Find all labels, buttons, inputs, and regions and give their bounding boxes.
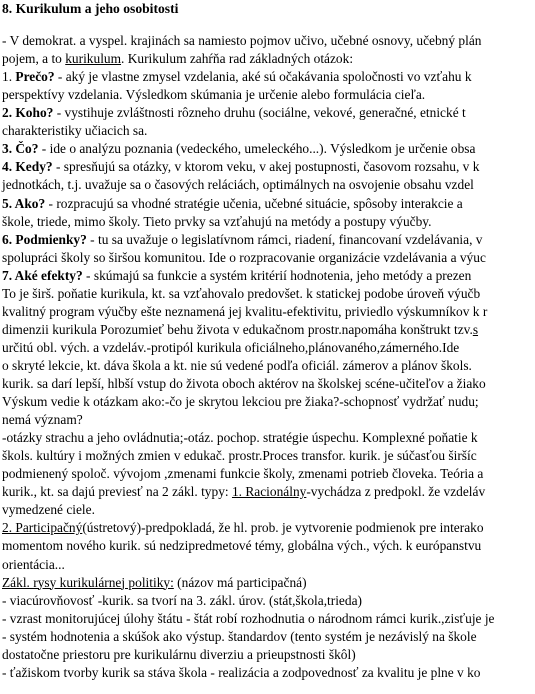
text-segment: o skryté lekcie, kt. dáva škola a kt. nie sú vedené podľa oficiál. zámerov a plánov škols. [2,357,472,373]
document-title: 8. Kurikulum a jeho osobitosti [2,1,179,16]
text-segment: - vzrast monitorujúcej úlohy štátu - štát robí rozhodnutia o národnom rámci kurik.,zisťuje je [2,610,495,626]
text-line [2,429,478,446]
text-segment: 1. [2,69,16,85]
text-line [2,393,479,410]
text-line [2,50,353,67]
text-segment: -vychádza z predpokl. že vzdeláv [306,484,486,500]
text-segment: To je širš. poňatie kurikula, kt. sa vzťahovalo predovšet. k statickej podobe úroveň výučb [2,285,481,301]
underlined-text: Zákl. rysy kurikulárnej politiky: [2,574,174,590]
text-segment: momentom nového kurik. sú nedzipredmetové témy, globálna vých., vých. k európanstvu [2,538,482,554]
text-segment: dimenzii kurikula Porozumieť behu života v edukačnom prostr.napomáha konštrukt tzv. [2,321,473,337]
text-segment: podmienený spoloč. vývojom ,zmenami funkcie školy, zmenami potrieb človeka. Teória a [2,466,484,482]
text-line [2,465,483,482]
text-line [2,285,480,302]
text-line [2,86,425,103]
text-line [2,592,362,609]
text-segment: - spresňujú sa otázky, v ktorom veku, v akej postupnosti, časovom rozsahu, v k [52,159,480,175]
text-segment: určitú obl. vých. a vzdeláv.-protipól kurikula oficiálneho,plánovaného,zámerného.Ide [2,339,460,355]
text-line [2,519,484,536]
text-segment: - V demokrat. a vyspel. krajinách sa namiesto pojmov učivo, učebné osnovy, učebný plán [2,33,482,48]
text-segment: - aký je vlastne zmysel vzdelania, aké sú očakávania spoločnosti vo vzťahu k [54,69,472,85]
text-segment: kvalitný program výučby ešte neznamená jej kvalitu-efektivitu, priviedlo výskumníkov k r [2,303,488,319]
text-segment: pojem, a to [2,51,66,66]
bold-text: Prečo? [15,69,55,85]
text-line [2,176,474,193]
text-line [2,501,95,518]
text-line [2,122,147,139]
text-segment: - systém hodnotenia a skúšok ako výstup. štandardov (tento systém je nezávislý na škole [2,628,477,644]
bold-text: 2. Koho? [2,105,54,121]
text-segment: charakteristiky učiacich sa. [2,123,148,139]
underlined-text: 1. Racionálny [231,484,307,500]
text-segment: dostatočne priestoru pre kurikulárnu diverziu a prieupstnosti škôl) [2,646,356,662]
text-segment: perspektívy vzdelania. Výsledkom skúmania je určenie alebo formulácia cieľa. [2,87,426,103]
text-segment: orientácia... [2,556,65,572]
text-line [2,140,475,157]
text-line [2,249,486,266]
text-segment: Výskum vedie k otázkam ako:-čo je skrytou lekciou pre žiaka?-schopnosť vydržať nudu; [2,394,479,409]
text-line [2,231,482,248]
text-segment: - vystihuje zvláštnosti rôzneho druhu (sociálne, vekové, generačné, etnické t [53,105,466,121]
text-segment: - skúmajú sa funkcie a systém kritérií hodnotenia, jeho metódy a prezen [82,267,472,283]
text-segment: - viacúrovňovosť -kurik. sa tvorí na 3. zákl. úrov. (stát,škola,trieda) [2,592,362,608]
text-segment: vymedzené ciele. [2,502,95,518]
underlined-text: s [472,321,479,337]
underlined-text: 2. Participačný [2,520,83,536]
text-segment: . Kurikulum zahŕňa rad základných otázok: [121,51,354,66]
text-segment: jednotkách, t.j. uvažuje sa o časových reláciách, optimálnych na osvojenie obsahu vzdel [2,177,474,193]
text-line [2,267,471,284]
bold-text: 7. Aké efekty? [2,267,83,283]
text-segment: nemá význam? [2,412,83,428]
text-line [2,158,479,175]
text-segment: - ťažiskom tvorby kurik sa stáva škola - realizácia a zodpovednosť za kvalitu je plne v ko [2,664,481,680]
bold-text: 6. Podmienky? [2,231,87,247]
text-line [2,411,83,428]
underlined-text: kurikulum [65,51,122,66]
text-segment: škols. kultúry i možných zmien v edukač. prostr.Proces transfor. kurik. je súčasťou širšíc [2,448,477,464]
text-segment: -otázky strachu a jeho ovládnutia;-otáz. pochop. stratégie úspechu. Komplexné poňatie k [2,430,478,446]
text-line [2,628,477,645]
text-line [2,303,487,320]
text-line [2,537,481,554]
text-line [2,339,459,356]
text-segment: kurik., kt. sa dajú previesť na 2 zákl. typy: [2,484,232,500]
text-line [2,321,478,338]
bold-text: 3. Čo? [2,141,39,157]
text-line [2,357,472,374]
text-segment: (názov má participačná) [173,574,307,590]
text-line [2,646,356,663]
text-line [2,68,472,85]
text-segment: spolupráci školy so širšou komunitou. Ide o rozpracovanie organizácie vzdelávania a výuc [2,249,486,265]
text-segment: - rozpracujú sa vhodné stratégie učenia, učebné situácie, spôsoby interakcie a [45,195,463,211]
text-segment: škole, triede, mimo školy. Tieto prvky sa vzťahujú na metódy a postupy výučby. [2,213,432,229]
text-line [2,610,495,627]
text-line [2,104,466,121]
text-line [2,213,431,230]
text-line [2,195,463,212]
text-line [2,447,477,464]
text-line [2,556,65,573]
bold-text: 4. Kedy? [2,159,53,175]
text-line [2,32,481,49]
text-segment: - tu sa uvažuje o legislatívnom rámci, riadení, financovaní vzdelávania, v [86,231,483,247]
text-segment: (ústretový)-predpokladá, že hl. prob. je vytvorenie podmienok pre interako [82,520,484,536]
text-line [2,375,486,392]
text-segment: - ide o analýzu poznania (vedeckého, umeleckého...). Výsledkom je určenie obsa [38,141,476,157]
text-line [2,483,485,500]
text-segment: kurik. sa darí lepší, hlbší vstup do života oboch aktérov na školskej scéne-učiteľov a žiako [2,375,486,391]
text-line [2,574,307,591]
bold-text: 5. Ako? [2,195,46,211]
text-line [2,664,480,681]
